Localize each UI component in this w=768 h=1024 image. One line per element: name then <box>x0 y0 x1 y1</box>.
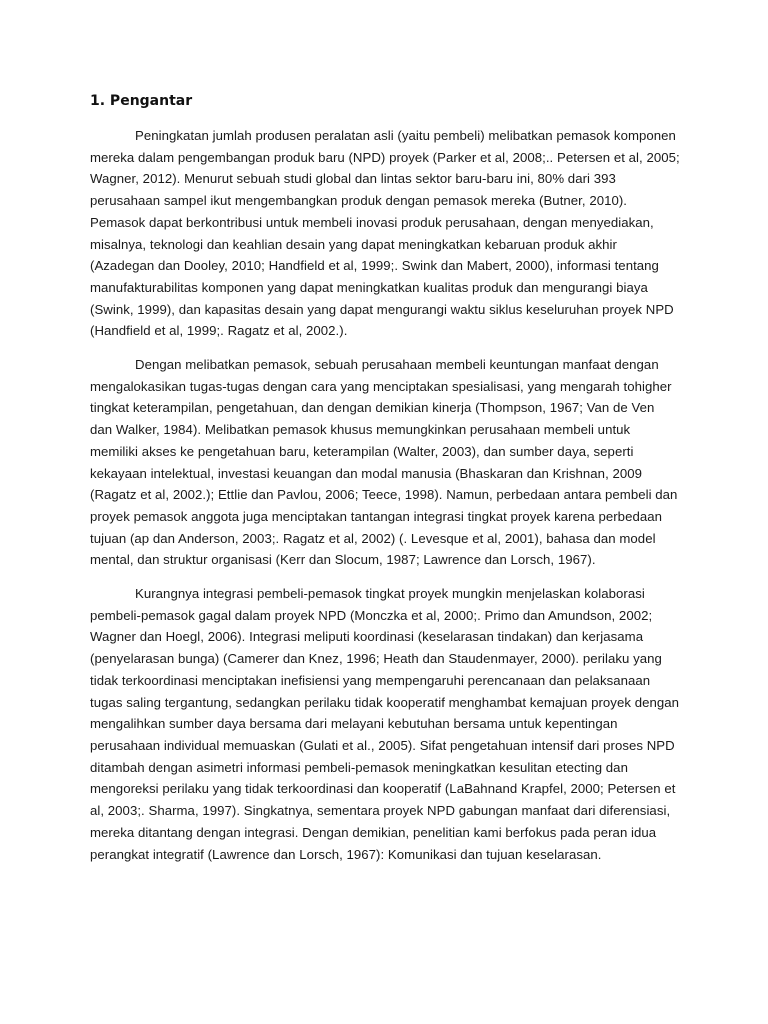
paragraph-2: Dengan melibatkan pemasok, sebuah perusahaan membeli keuntungan manfaat dengan mengalokasikan tugas-tugas dengan cara yang menciptakan spesialisasi, yang mengarah tohigher tingkat keterampilan, pengetahuan, dan dengan demikian kinerja (Thompson, 1967; Van de Ven dan Walker, 1984). Melibatkan pemasok khusus memungkinkan perusahaan membeli untuk memiliki akses ke pengetahuan baru, keterampilan (Walter, 2003), dan sumber daya, seperti kekayaan intelektual, investasi keuangan dan modal manusia (Bhaskaran dan Krishnan, 2009 (Ragatz et al, 2002.); Ettlie dan Pavlou, 2006; Teece, 1998). Namun, perbedaan antara pembeli dan proyek pemasok anggota juga menciptakan tantangan integrasi tingkat proyek karena perbedaan tujuan (ap dan Anderson, 2003;. Ragatz et al, 2002) (. Levesque et al, 2001), bahasa dan model mental, dan struktur organisasi (Kerr dan Slocum, 1987; Lawrence dan Lorsch, 1967). <box>90 357 678 568</box>
paragraph-3: Kurangnya integrasi pembeli-pemasok tingkat proyek mungkin menjelaskan kolaborasi pembeli-pemasok gagal dalam proyek NPD (Monczka et al, 2000;. Primo dan Amundson, 2002; Wagner dan Hoegl, 2006). Integrasi meliputi koordinasi (keselarasan tindakan) dan kerjasama (penyelarasan bunga) (Camerer dan Knez, 1996; Heath dan Staudenmayer, 2000). perilaku yang tidak terkoordinasi menciptakan inefisiensi yang mempengaruhi perencanaan dan pelaksanaan tugas saling tergantung, sedangkan perilaku tidak kooperatif menghambat kemajuan proyek dengan mengalihkan sumber daya bersama dari melayani kebutuhan bersama untuk kepentingan perusahaan individual memuaskan (Gulati et al., 2005). Sifat pengetahuan intensif dari proses NPD ditambah dengan asimetri informasi pembeli-pemasok meningkatkan kesulitan etecting dan mengoreksi perilaku yang tidak terkoordinasi dan kooperatif (LaBahnand Krapfel, 2000; Petersen et al, 2003;. Sharma, 1997). Singkatnya, sementara proyek NPD gabungan manfaat dari diferensiasi, mereka ditantang dengan integrasi. Dengan demikian, penelitian kami berfokus pada peran idua perangkat integratif (Lawrence dan Lorsch, 1967): Komunikasi dan tujuan keselarasan. <box>90 586 679 862</box>
section-heading: 1. Pengantar <box>90 93 193 109</box>
paragraph-1: Peningkatan jumlah produsen peralatan asli (yaitu pembeli) melibatkan pemasok komponen mereka dalam pengembangan produk baru (NPD) proyek (Parker et al, 2008;.. Petersen et al, 2005; Wagner, 2012). Menurut sebuah studi global dan lintas sektor baru-baru ini, 80% dari 393 perusahaan sampel ikut mengembangkan produk dengan pemasok mereka (Butner, 2010). Pemasok dapat berkontribusi untuk membeli inovasi produk perusahaan, dengan menyediakan, misalnya, teknologi dan keahlian desain yang dapat meningkatkan kebaruan produk akhir (Azadegan dan Dooley, 2010; Handfield et al, 1999;. Swink dan Mabert, 2000), informasi tentang manufakturabilitas komponen yang dapat meningkatkan kualitas produk dan mengurangi biaya (Swink, 1999), dan kapasitas desain yang dapat mengurangi waktu siklus keseluruhan proyek NPD (Handfield et al, 1999;. Ragatz et al, 2002.). <box>90 128 680 339</box>
document-body <box>90 90 680 877</box>
